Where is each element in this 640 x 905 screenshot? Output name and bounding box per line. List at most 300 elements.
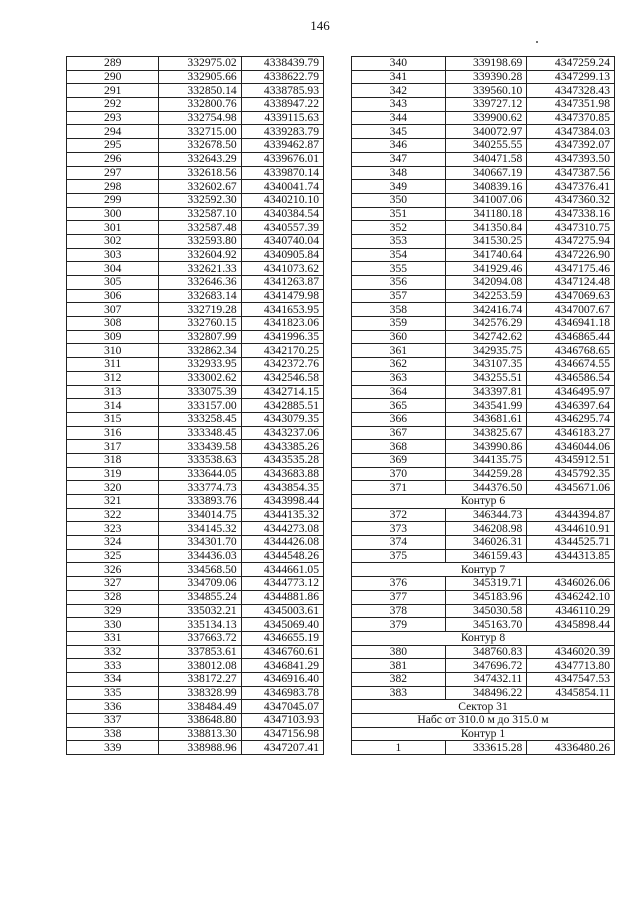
table-row <box>352 426 615 440</box>
point-number: 295 <box>67 139 159 153</box>
table-row <box>352 536 615 550</box>
point-number: 335 <box>67 686 159 700</box>
point-number: 356 <box>352 276 446 290</box>
coordinate-y: 4346586.54 <box>527 371 615 385</box>
point-number: 370 <box>352 467 446 481</box>
table-row <box>67 672 324 686</box>
point-number: 326 <box>67 563 159 577</box>
coordinate-x: 339198.69 <box>445 57 527 71</box>
point-number: 329 <box>67 604 159 618</box>
coordinate-x: 332754.98 <box>159 111 241 125</box>
point-number: 382 <box>352 672 446 686</box>
coordinate-x: 343990.86 <box>445 440 527 454</box>
coordinate-y: 4339870.14 <box>241 166 323 180</box>
table-row <box>352 590 615 604</box>
coordinate-x: 338328.99 <box>159 686 241 700</box>
point-number: 368 <box>352 440 446 454</box>
coordinate-y: 4346242.10 <box>527 590 615 604</box>
table-row <box>352 57 615 71</box>
coordinate-y: 4346397.64 <box>527 399 615 413</box>
coordinate-y: 4344394.87 <box>527 508 615 522</box>
coordinate-y: 4343237.06 <box>241 426 323 440</box>
table-row <box>67 125 324 139</box>
coordinate-x: 339390.28 <box>445 70 527 84</box>
table-row <box>352 166 615 180</box>
coordinate-y: 4338622.79 <box>241 70 323 84</box>
point-number: 352 <box>352 221 446 235</box>
coordinate-x: 333258.45 <box>159 412 241 426</box>
point-number: 376 <box>352 577 446 591</box>
coordinate-y: 4340557.39 <box>241 221 323 235</box>
coordinate-x: 332587.48 <box>159 221 241 235</box>
table-row <box>352 262 615 276</box>
table-row <box>67 234 324 248</box>
coordinate-y: 4339283.79 <box>241 125 323 139</box>
point-number: 366 <box>352 412 446 426</box>
table-row <box>352 385 615 399</box>
point-number: 347 <box>352 152 446 166</box>
point-number: 374 <box>352 536 446 550</box>
point-number: 348 <box>352 166 446 180</box>
table-row <box>67 317 324 331</box>
section-header-row <box>352 631 615 645</box>
coordinate-y: 4347045.07 <box>241 700 323 714</box>
point-number: 340 <box>352 57 446 71</box>
coordinate-y: 4341823.06 <box>241 317 323 331</box>
point-number: 301 <box>67 221 159 235</box>
point-number: 290 <box>67 70 159 84</box>
coordinate-x: 346026.31 <box>445 536 527 550</box>
speck <box>536 41 538 43</box>
page-number: 146 <box>310 18 330 33</box>
coordinate-x: 347432.11 <box>445 672 527 686</box>
coordinate-x: 333893.76 <box>159 495 241 509</box>
point-number: 305 <box>67 276 159 290</box>
table-row <box>352 98 615 112</box>
table-row <box>67 495 324 509</box>
coordinate-x: 332643.29 <box>159 152 241 166</box>
section-header: Контур 8 <box>352 631 615 645</box>
point-number: 359 <box>352 317 446 331</box>
point-number: 363 <box>352 371 446 385</box>
coordinate-y: 4338785.93 <box>241 84 323 98</box>
coordinate-x: 339727.12 <box>445 98 527 112</box>
coordinate-y: 4347547.53 <box>527 672 615 686</box>
coordinate-y: 4342885.51 <box>241 399 323 413</box>
coordinate-x: 341007.06 <box>445 193 527 207</box>
coordinate-x: 335134.13 <box>159 618 241 632</box>
coordinate-y: 4344313.85 <box>527 549 615 563</box>
coordinate-x: 342576.29 <box>445 317 527 331</box>
coordinate-x: 332862.34 <box>159 344 241 358</box>
point-number: 319 <box>67 467 159 481</box>
coordinate-x: 342253.59 <box>445 289 527 303</box>
table-row <box>67 481 324 495</box>
table-row <box>67 139 324 153</box>
point-number: 373 <box>352 522 446 536</box>
coordinate-x: 342935.75 <box>445 344 527 358</box>
point-number: 330 <box>67 618 159 632</box>
point-number: 300 <box>67 207 159 221</box>
point-number: 306 <box>67 289 159 303</box>
coordinate-x: 333157.00 <box>159 399 241 413</box>
point-number: 357 <box>352 289 446 303</box>
coordinate-y: 4346183.27 <box>527 426 615 440</box>
coordinate-x: 333538.63 <box>159 453 241 467</box>
coordinate-x: 334855.24 <box>159 590 241 604</box>
point-number: 360 <box>352 330 446 344</box>
point-number: 314 <box>67 399 159 413</box>
table-row <box>67 590 324 604</box>
table-row <box>67 536 324 550</box>
point-number: 379 <box>352 618 446 632</box>
table-row <box>67 618 324 632</box>
coordinate-y: 4341073.62 <box>241 262 323 276</box>
table-row <box>67 111 324 125</box>
coordinate-x: 332592.30 <box>159 193 241 207</box>
point-number: 334 <box>67 672 159 686</box>
table-row <box>67 577 324 591</box>
point-number: 342 <box>352 84 446 98</box>
coordinate-x: 334436.03 <box>159 549 241 563</box>
coordinate-y: 4344773.12 <box>241 577 323 591</box>
coordinates-table-left <box>66 56 324 755</box>
point-number: 367 <box>352 426 446 440</box>
table-row <box>352 180 615 194</box>
point-number: 350 <box>352 193 446 207</box>
section-header: Набс от 310.0 м до 315.0 м <box>352 714 615 728</box>
coordinate-y: 4346983.78 <box>241 686 323 700</box>
coordinate-x: 338648.80 <box>159 714 241 728</box>
point-number: 372 <box>352 508 446 522</box>
table-row <box>67 193 324 207</box>
table-row <box>352 741 615 755</box>
table-row <box>352 111 615 125</box>
coordinate-y: 4340905.84 <box>241 248 323 262</box>
coordinate-x: 332760.15 <box>159 317 241 331</box>
point-number: 321 <box>67 495 159 509</box>
table-row <box>67 276 324 290</box>
point-number: 341 <box>352 70 446 84</box>
point-number: 312 <box>67 371 159 385</box>
point-number: 381 <box>352 659 446 673</box>
table-row <box>67 385 324 399</box>
table-row <box>67 645 324 659</box>
table-row <box>67 453 324 467</box>
coordinate-x: 341180.18 <box>445 207 527 221</box>
coordinate-y: 4346044.06 <box>527 440 615 454</box>
coordinate-y: 4347328.43 <box>527 84 615 98</box>
coordinate-y: 4346495.97 <box>527 385 615 399</box>
table-row <box>67 714 324 728</box>
point-number: 361 <box>352 344 446 358</box>
section-header: Контур 6 <box>352 495 615 509</box>
point-number: 311 <box>67 358 159 372</box>
point-number: 296 <box>67 152 159 166</box>
point-number: 298 <box>67 180 159 194</box>
coordinate-x: 347696.72 <box>445 659 527 673</box>
coordinate-x: 333075.39 <box>159 385 241 399</box>
point-number: 294 <box>67 125 159 139</box>
section-header-row <box>352 563 615 577</box>
coordinate-x: 334709.06 <box>159 577 241 591</box>
coordinate-x: 332646.36 <box>159 276 241 290</box>
table-row <box>352 522 615 536</box>
point-number: 369 <box>352 453 446 467</box>
coordinate-x: 333439.58 <box>159 440 241 454</box>
coordinate-y: 4346841.29 <box>241 659 323 673</box>
coordinate-x: 345319.71 <box>445 577 527 591</box>
coordinate-y: 4346941.18 <box>527 317 615 331</box>
coordinate-x: 341929.46 <box>445 262 527 276</box>
point-number: 318 <box>67 453 159 467</box>
point-number: 309 <box>67 330 159 344</box>
table-row <box>352 508 615 522</box>
point-number: 308 <box>67 317 159 331</box>
coordinate-y: 4344525.71 <box>527 536 615 550</box>
table-row <box>352 358 615 372</box>
table-row <box>352 412 615 426</box>
point-number: 380 <box>352 645 446 659</box>
table-row <box>352 344 615 358</box>
point-number: 303 <box>67 248 159 262</box>
coordinate-x: 333615.28 <box>445 741 527 755</box>
point-number: 316 <box>67 426 159 440</box>
point-number: 289 <box>67 57 159 71</box>
point-number: 307 <box>67 303 159 317</box>
coordinate-y: 4342714.15 <box>241 385 323 399</box>
coordinate-x: 333644.05 <box>159 467 241 481</box>
coordinate-x: 334145.32 <box>159 522 241 536</box>
coordinate-x: 337853.61 <box>159 645 241 659</box>
point-number: 353 <box>352 234 446 248</box>
point-number: 327 <box>67 577 159 591</box>
coordinate-y: 4344548.26 <box>241 549 323 563</box>
section-header: Сектор 31 <box>352 700 615 714</box>
coordinate-x: 343825.67 <box>445 426 527 440</box>
coordinate-y: 4347310.75 <box>527 221 615 235</box>
coordinate-y: 4339462.87 <box>241 139 323 153</box>
coordinate-x: 342742.62 <box>445 330 527 344</box>
coordinate-x: 340839.16 <box>445 180 527 194</box>
table-row <box>67 727 324 741</box>
coordinate-x: 342416.74 <box>445 303 527 317</box>
coordinate-y: 4347007.67 <box>527 303 615 317</box>
coordinate-y: 4344610.91 <box>527 522 615 536</box>
table-row <box>67 604 324 618</box>
section-header: Контур 7 <box>352 563 615 577</box>
coordinate-y: 4343854.35 <box>241 481 323 495</box>
point-number: 317 <box>67 440 159 454</box>
section-header-row <box>352 700 615 714</box>
coordinate-y: 4347713.80 <box>527 659 615 673</box>
coordinate-y: 4345854.11 <box>527 686 615 700</box>
coordinate-x: 340255.55 <box>445 139 527 153</box>
point-number: 344 <box>352 111 446 125</box>
coordinate-y: 4347370.85 <box>527 111 615 125</box>
coordinate-y: 4345912.51 <box>527 453 615 467</box>
point-number: 337 <box>67 714 159 728</box>
coordinate-x: 339900.62 <box>445 111 527 125</box>
point-number: 315 <box>67 412 159 426</box>
coordinate-y: 4345792.35 <box>527 467 615 481</box>
table-row <box>352 152 615 166</box>
table-row <box>352 84 615 98</box>
coordinate-y: 4339115.63 <box>241 111 323 125</box>
table-row <box>352 618 615 632</box>
coordinate-y: 4346020.39 <box>527 645 615 659</box>
table-row <box>67 440 324 454</box>
coordinate-x: 332715.00 <box>159 125 241 139</box>
coordinate-x: 346344.73 <box>445 508 527 522</box>
coordinate-x: 338172.27 <box>159 672 241 686</box>
table-row <box>352 289 615 303</box>
table-row <box>352 659 615 673</box>
table-row <box>352 139 615 153</box>
coordinate-y: 4344135.32 <box>241 508 323 522</box>
table-row <box>67 248 324 262</box>
coordinate-x: 338484.49 <box>159 700 241 714</box>
point-number: 346 <box>352 139 446 153</box>
table-row <box>352 248 615 262</box>
table-row <box>352 221 615 235</box>
coordinate-x: 342094.08 <box>445 276 527 290</box>
coordinate-x: 339560.10 <box>445 84 527 98</box>
coordinate-x: 332587.10 <box>159 207 241 221</box>
point-number: 351 <box>352 207 446 221</box>
coordinate-y: 4346916.40 <box>241 672 323 686</box>
point-number: 339 <box>67 741 159 755</box>
coordinate-x: 332975.02 <box>159 57 241 71</box>
coordinate-x: 332905.66 <box>159 70 241 84</box>
coordinate-x: 332800.76 <box>159 98 241 112</box>
point-number: 354 <box>352 248 446 262</box>
coordinate-y: 4347387.56 <box>527 166 615 180</box>
coordinate-y: 4347103.93 <box>241 714 323 728</box>
section-header-row <box>352 714 615 728</box>
table-row <box>67 262 324 276</box>
point-number: 297 <box>67 166 159 180</box>
section-header-row <box>352 727 615 741</box>
coordinate-x: 332593.80 <box>159 234 241 248</box>
coordinate-x: 334014.75 <box>159 508 241 522</box>
table-row <box>352 193 615 207</box>
table-row <box>67 358 324 372</box>
point-number: 320 <box>67 481 159 495</box>
coordinate-y: 4345898.44 <box>527 618 615 632</box>
coordinate-y: 4345069.40 <box>241 618 323 632</box>
table-row <box>67 57 324 71</box>
coordinate-y: 4347259.24 <box>527 57 615 71</box>
coordinate-y: 4343079.35 <box>241 412 323 426</box>
coordinate-y: 4336480.26 <box>527 741 615 755</box>
point-number: 292 <box>67 98 159 112</box>
point-number: 358 <box>352 303 446 317</box>
coordinate-y: 4347393.50 <box>527 152 615 166</box>
table-row <box>67 98 324 112</box>
point-number: 343 <box>352 98 446 112</box>
table-row <box>67 289 324 303</box>
point-number: 310 <box>67 344 159 358</box>
coordinate-x: 332850.14 <box>159 84 241 98</box>
coordinate-x: 332678.50 <box>159 139 241 153</box>
point-number: 331 <box>67 631 159 645</box>
point-number: 378 <box>352 604 446 618</box>
point-number: 345 <box>352 125 446 139</box>
table-row <box>67 70 324 84</box>
table-row <box>352 234 615 248</box>
coordinate-x: 345163.70 <box>445 618 527 632</box>
coordinate-y: 4342546.58 <box>241 371 323 385</box>
coordinate-y: 4347124.48 <box>527 276 615 290</box>
coordinate-x: 341530.25 <box>445 234 527 248</box>
coordinate-y: 4343998.44 <box>241 495 323 509</box>
coordinate-x: 334568.50 <box>159 563 241 577</box>
coordinate-y: 4341263.87 <box>241 276 323 290</box>
table-row <box>352 125 615 139</box>
point-number: 1 <box>352 741 446 755</box>
table-row <box>352 207 615 221</box>
coordinate-x: 332719.28 <box>159 303 241 317</box>
point-number: 332 <box>67 645 159 659</box>
coordinate-y: 4346768.65 <box>527 344 615 358</box>
point-number: 365 <box>352 399 446 413</box>
table-row <box>352 399 615 413</box>
coordinate-y: 4346760.61 <box>241 645 323 659</box>
point-number: 364 <box>352 385 446 399</box>
point-number: 324 <box>67 536 159 550</box>
point-number: 313 <box>67 385 159 399</box>
point-number: 383 <box>352 686 446 700</box>
coordinate-x: 345030.58 <box>445 604 527 618</box>
coordinates-table-right <box>351 56 615 755</box>
coordinate-y: 4341479.98 <box>241 289 323 303</box>
coordinate-y: 4347175.46 <box>527 262 615 276</box>
coordinate-y: 4346110.29 <box>527 604 615 618</box>
coordinate-y: 4344881.86 <box>241 590 323 604</box>
coordinate-y: 4338439.79 <box>241 57 323 71</box>
coordinate-x: 337663.72 <box>159 631 241 645</box>
point-number: 355 <box>352 262 446 276</box>
coordinate-x: 332807.99 <box>159 330 241 344</box>
coordinate-x: 335032.21 <box>159 604 241 618</box>
coordinate-y: 4347384.03 <box>527 125 615 139</box>
table-row <box>352 303 615 317</box>
table-row <box>352 317 615 331</box>
section-header-row <box>352 495 615 509</box>
point-number: 328 <box>67 590 159 604</box>
coordinate-y: 4347392.07 <box>527 139 615 153</box>
point-number: 333 <box>67 659 159 673</box>
point-number: 338 <box>67 727 159 741</box>
coordinate-x: 333774.73 <box>159 481 241 495</box>
coordinate-x: 348760.83 <box>445 645 527 659</box>
table-row <box>352 330 615 344</box>
coordinate-x: 340471.58 <box>445 152 527 166</box>
coordinate-x: 344376.50 <box>445 481 527 495</box>
coordinate-x: 332933.95 <box>159 358 241 372</box>
table-row <box>67 700 324 714</box>
coordinate-y: 4347351.98 <box>527 98 615 112</box>
table-row <box>67 426 324 440</box>
coordinate-y: 4344661.05 <box>241 563 323 577</box>
coordinate-y: 4343535.28 <box>241 453 323 467</box>
coordinate-x: 343397.81 <box>445 385 527 399</box>
coordinate-x: 344135.75 <box>445 453 527 467</box>
table-row <box>352 440 615 454</box>
table-row <box>352 604 615 618</box>
table-row <box>67 152 324 166</box>
